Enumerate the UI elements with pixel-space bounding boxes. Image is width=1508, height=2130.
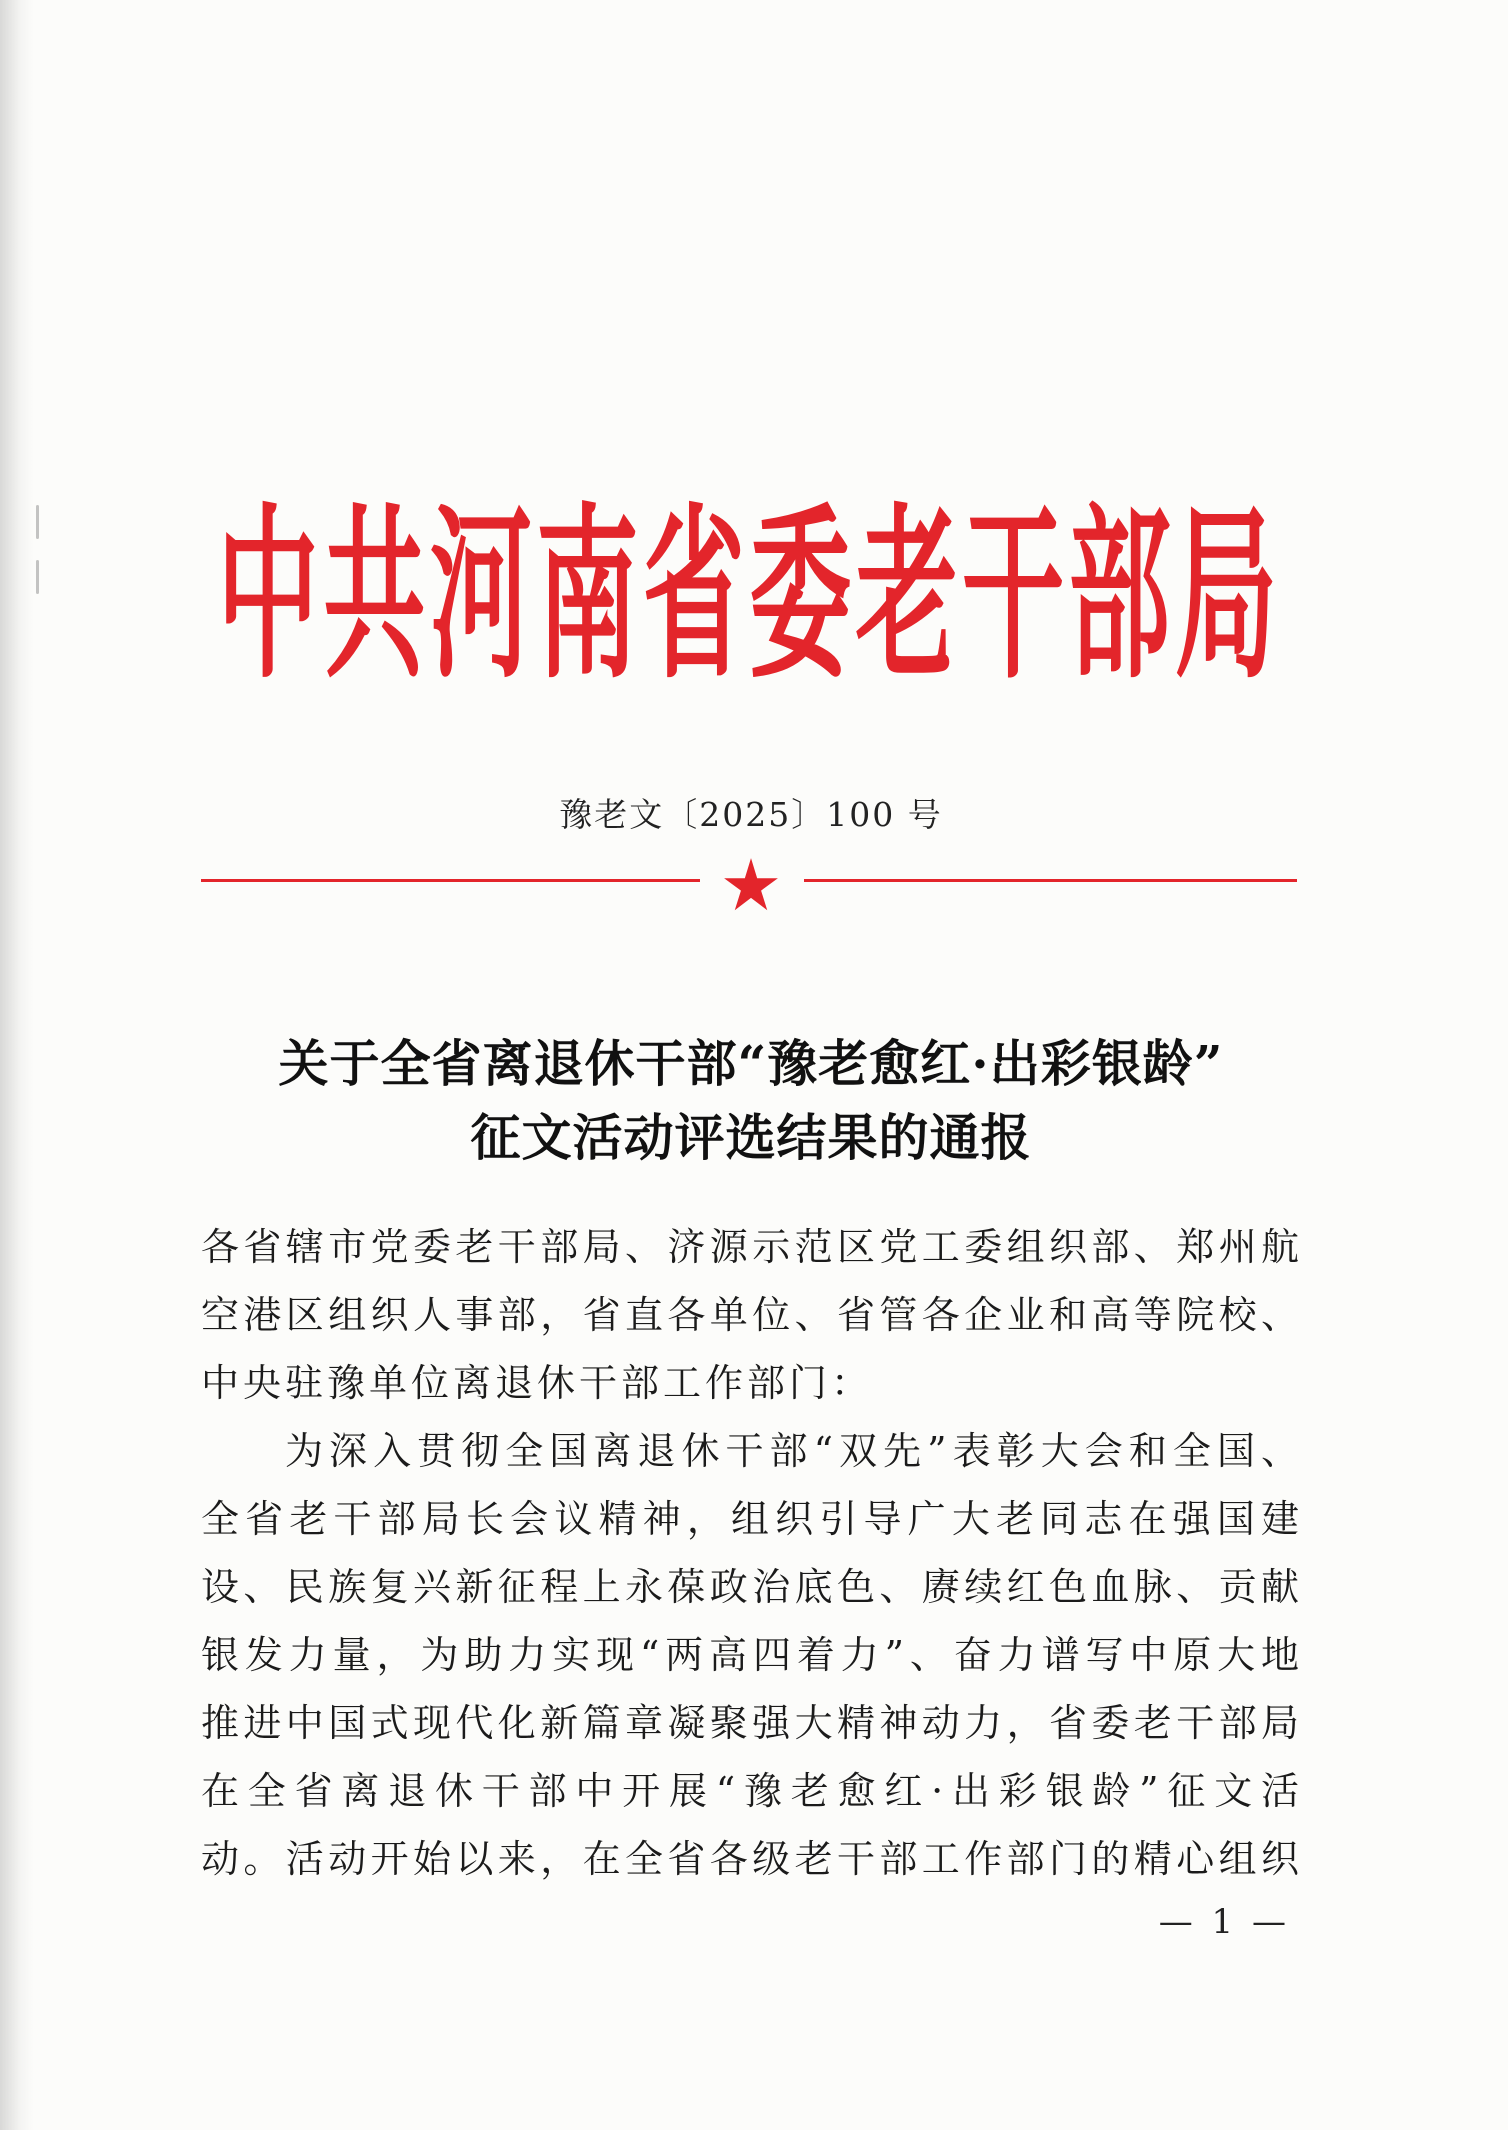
body-line: 推进中国式现代化新篇章凝聚强大精神动力，省委老干部局 bbox=[201, 1701, 1302, 1745]
body-line: 动。活动开始以来，在全省各级老干部工作部门的精心组织 bbox=[201, 1837, 1302, 1881]
body-line: 为深入贯彻全国离退休干部“双先”表彰大会和全国、 bbox=[285, 1429, 1302, 1473]
addressee-line: 空港区组织人事部，省直各单位、省管各企业和高等院校、 bbox=[201, 1293, 1302, 1337]
body-line: 在全省离退休干部中开展“豫老愈红·出彩银龄”征文活 bbox=[201, 1769, 1302, 1813]
separator-rule-right bbox=[804, 879, 1297, 882]
star-icon bbox=[723, 857, 779, 913]
document-title bbox=[200, 1027, 1302, 1175]
letterhead bbox=[217, 486, 1277, 706]
document-body bbox=[201, 1213, 1302, 1893]
body-paragraph bbox=[201, 1417, 1302, 1893]
addressee-paragraph bbox=[201, 1213, 1302, 1417]
separator-rule-left bbox=[201, 879, 700, 882]
addressee-line: 各省辖市党委老干部局、济源示范区党工委组织部、郑州航 bbox=[201, 1225, 1302, 1269]
page-number: — 1 — bbox=[1158, 1902, 1290, 1942]
addressee-line: 中央驻豫单位离退休干部工作部门： bbox=[201, 1361, 874, 1405]
body-line: 设、民族复兴新征程上永葆政治底色、赓续红色血脉、贡献 bbox=[201, 1565, 1302, 1609]
staple-mark bbox=[36, 560, 39, 594]
page-binding-shadow bbox=[0, 0, 34, 2130]
staple-mark bbox=[36, 505, 39, 539]
body-line: 银发力量，为助力实现“两高四着力”、奋力谱写中原大地 bbox=[201, 1633, 1302, 1677]
title-line-1: 关于全省离退休干部“豫老愈红·出彩银龄” bbox=[278, 1034, 1224, 1093]
document-number: 豫老文〔2025〕100 号 bbox=[559, 795, 943, 834]
body-line: 全省老干部局长会议精神，组织引导广大老同志在强国建 bbox=[201, 1497, 1302, 1541]
letterhead-org-name: 中共河南省委老干部局 bbox=[217, 486, 1277, 706]
title-line-2: 征文活动评选结果的通报 bbox=[470, 1108, 1032, 1167]
